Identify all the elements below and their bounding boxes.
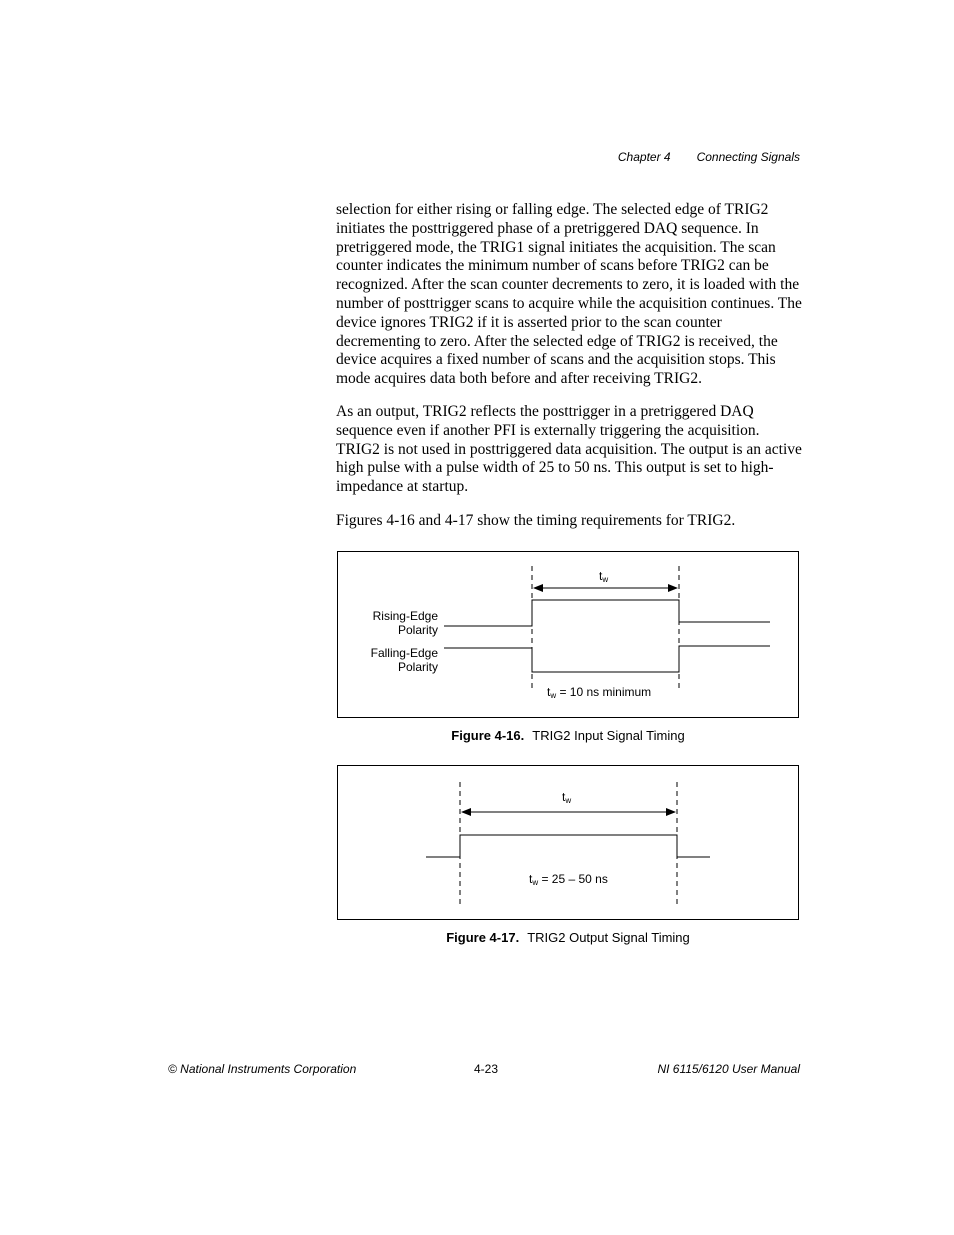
header-chapter: Chapter 4 xyxy=(617,150,671,164)
figure-4-16-title: TRIG2 Input Signal Timing xyxy=(532,728,685,743)
fig16-tw-note: $t_w = 10$ ns minimum xyxy=(547,685,652,700)
footer-manual-title: NI 6115/6120 User Manual xyxy=(657,1062,800,1076)
footer-copyright: © National Instruments Corporation xyxy=(168,1062,357,1076)
output-pulse-waveform xyxy=(426,835,710,857)
fig17-tw-label: $t_w$ xyxy=(562,790,572,805)
header-section: Connecting Signals xyxy=(696,150,800,164)
figure-4-17-caption xyxy=(337,930,799,945)
falling-edge-waveform xyxy=(444,646,770,672)
figure-4-16-number: Figure 4-16. xyxy=(451,728,525,743)
fig16-tw-label: $t_w$ xyxy=(599,569,609,584)
rising-edge-waveform xyxy=(444,600,770,626)
figure-4-16-diagram xyxy=(337,551,799,718)
footer-page-number: 4-23 xyxy=(474,1062,499,1076)
running-header xyxy=(618,150,800,164)
paragraph-1 xyxy=(336,201,806,389)
figure-4-17-title: TRIG2 Output Signal Timing xyxy=(527,930,690,945)
paragraph-3 xyxy=(336,512,806,531)
figure-4-17-diagram xyxy=(337,765,799,920)
figure-4-17-number: Figure 4-17. xyxy=(446,930,520,945)
paragraph-3-text: Figures 4-16 and 4-17 show the timing requirements for TRIG2. xyxy=(336,512,736,529)
rising-edge-label: Rising-Edge Polarity xyxy=(372,609,438,637)
paragraph-2 xyxy=(336,403,806,497)
fig17-tw-note: $t_w = 25 - 50$ ns xyxy=(529,872,608,887)
paragraph-2-text: As an output, TRIG2 reflects the posttrigger in a pretriggered DAQ sequence even if another PFI is externally triggering the acquisition. TRIG2 is not used in posttriggered data acquisition. The output is an active high pulse with a pulse width of 25 to 50 ns. This output is set to high-impedance at startup. xyxy=(336,403,802,496)
falling-edge-label: Falling-Edge Polarity xyxy=(370,646,438,674)
paragraph-1-text: selection for either rising or falling edge. The selected edge of TRIG2 initiates the posttriggered phase of a pretriggered DAQ sequence. In pretriggered mode, the TRIG1 signal initiates the acquisition. The scan counter indicates the minimum number of scans before TRIG2 can be recognized. After the scan counter decrements to zero, it is loaded with the number of posttrigger scans to acquire while the acquisition continues. The device ignores TRIG2 if it is asserted prior to the scan counter decrementing to zero. After the selected edge of TRIG2 is received, the device acquires a fixed number of scans and the acquisition stops. This mode acquires data both before and after receiving TRIG2. xyxy=(336,201,802,388)
figure-4-16-caption xyxy=(337,728,799,743)
